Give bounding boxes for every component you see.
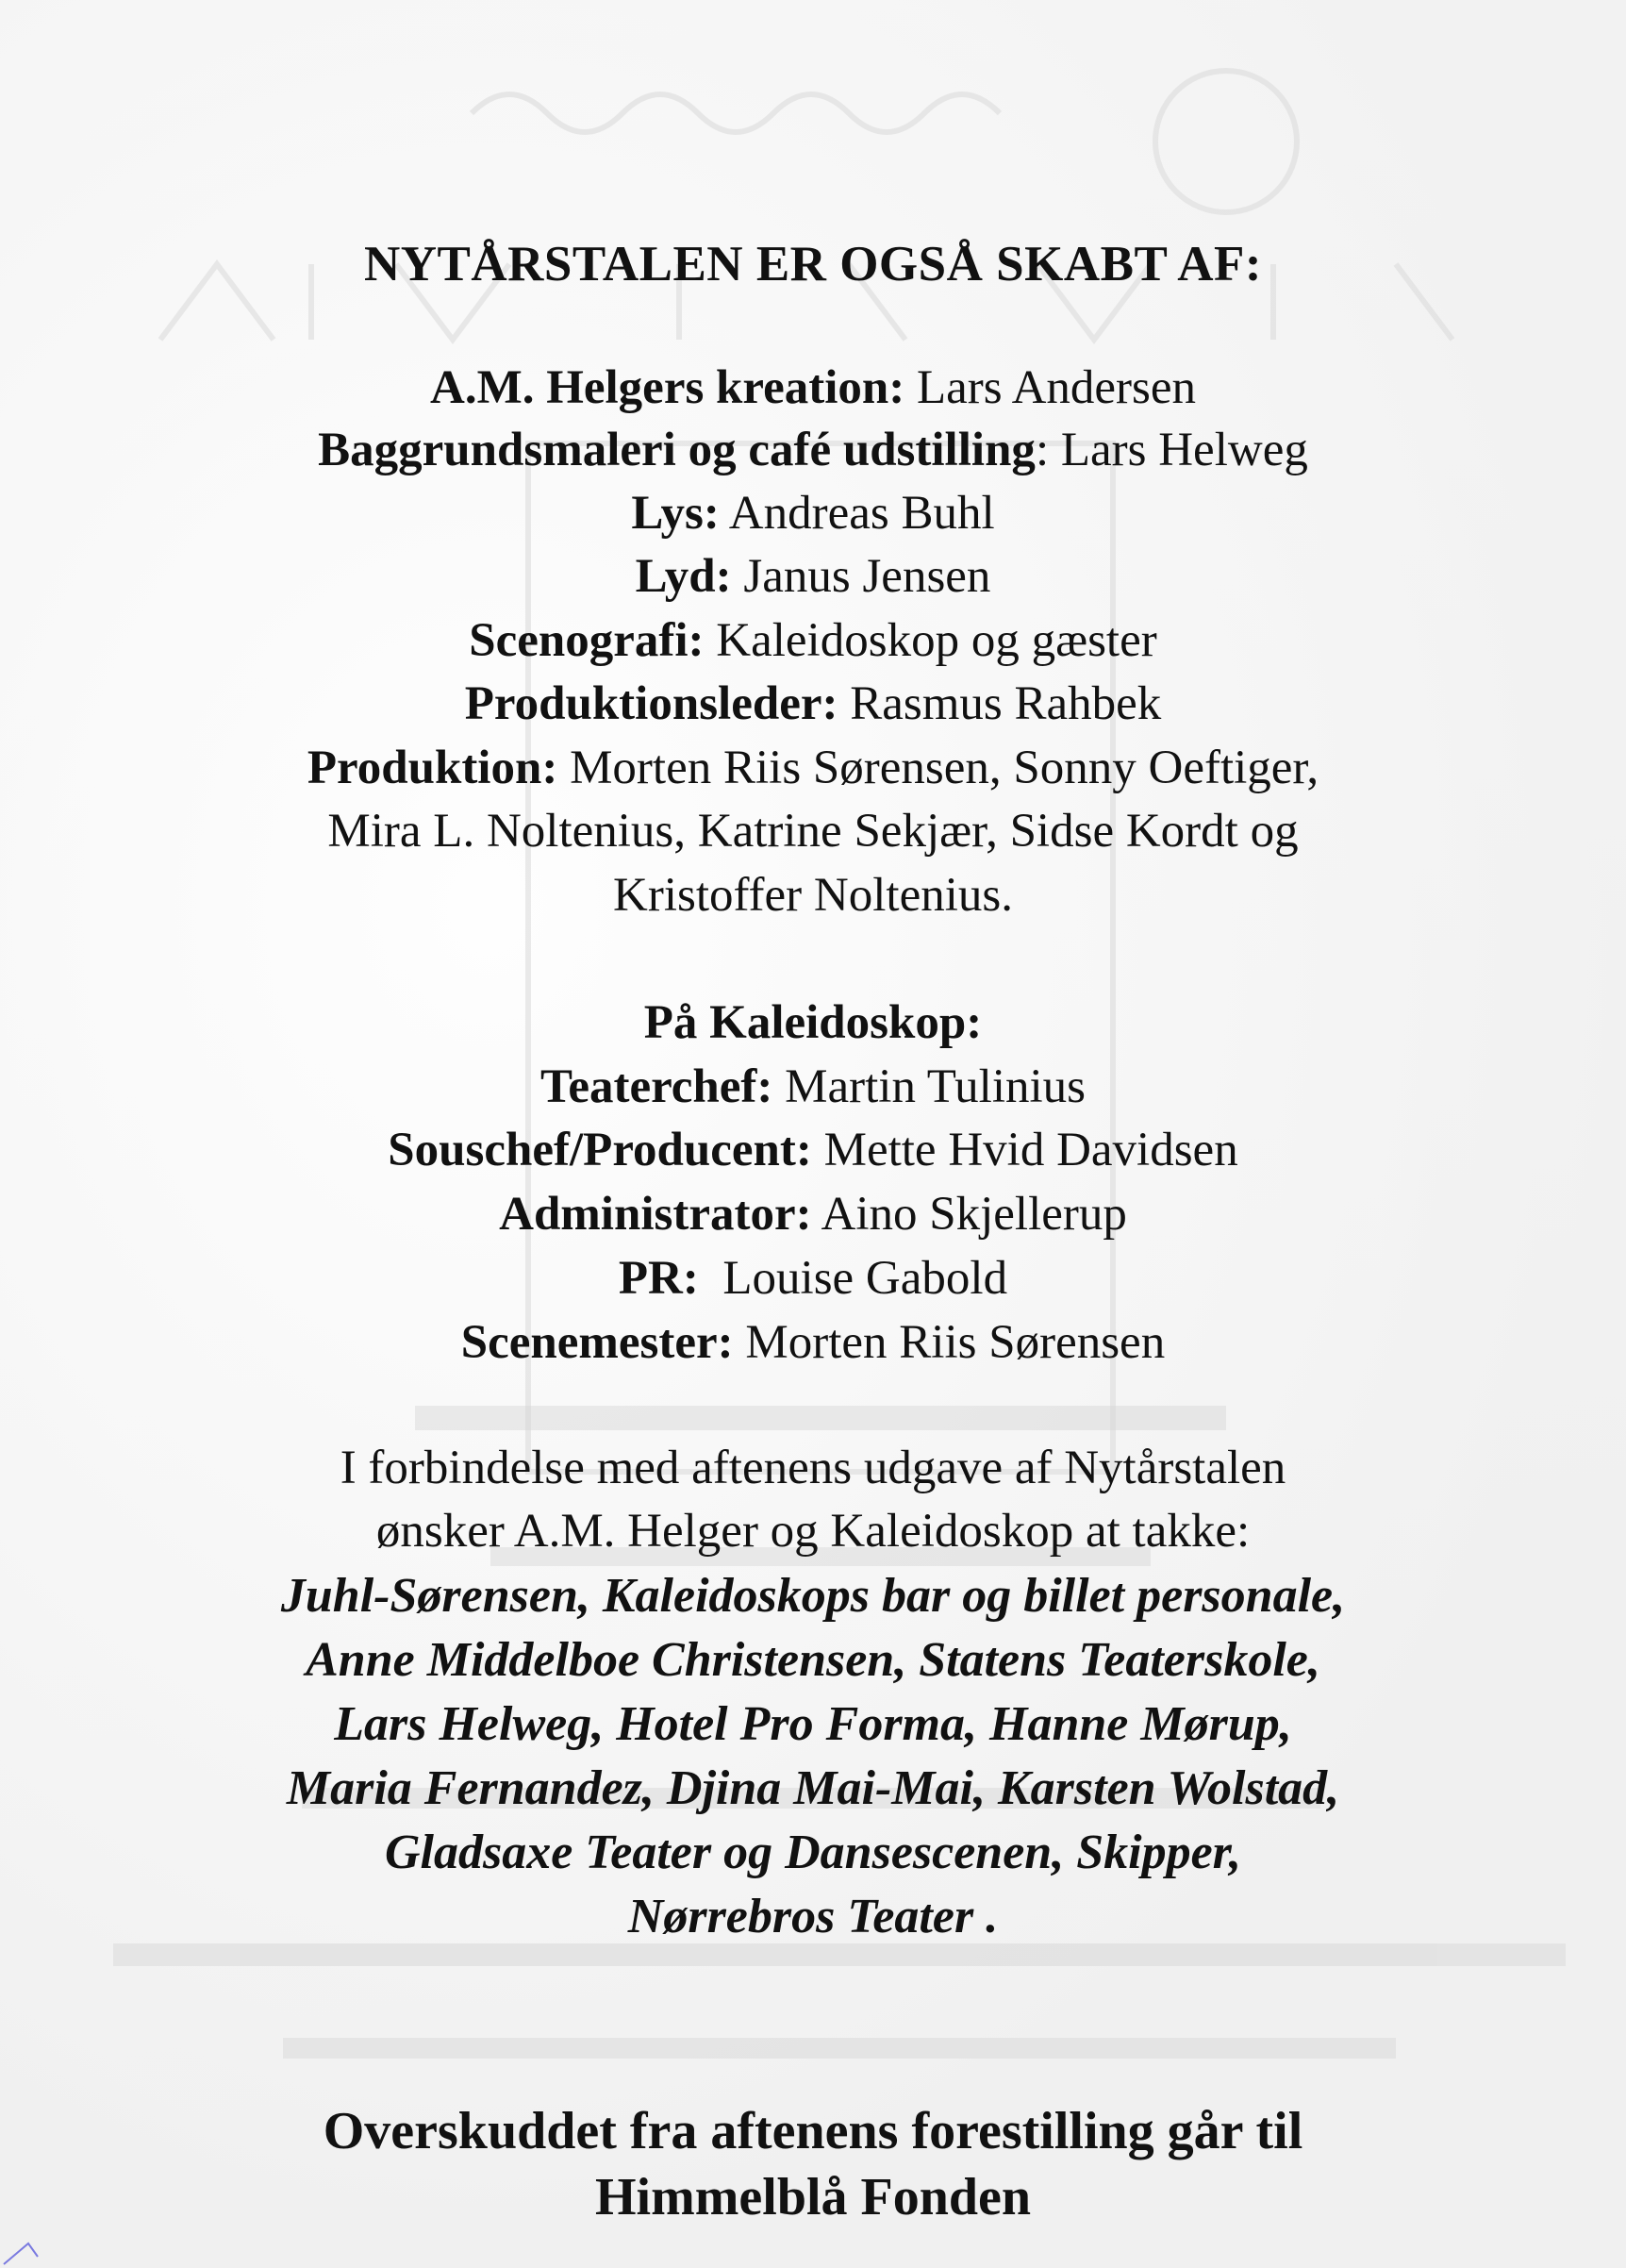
credit-line [0, 360, 1626, 415]
credit-role: Administrator: [499, 1188, 812, 1241]
credit-line [0, 676, 1626, 731]
credit-role: Baggrundsmaleri og café udstilling [318, 424, 1036, 476]
thanks-list-line: Anne Middelboe Christensen, Statens Teaterskole, [306, 1633, 1320, 1687]
thanks-list-line: Maria Fernandez, Djina Mai-Mai, Karsten Wolstad, [286, 1761, 1340, 1815]
credit-name: Aino Skjellerup [811, 1188, 1127, 1241]
production-continued-line: Kristoffer Noltenius. [613, 869, 1013, 922]
footer-line: Overskuddet fra aftenens forestilling går til [323, 2102, 1303, 2160]
credit-line [0, 1123, 1626, 1177]
credit-role: Scenografi: [469, 614, 705, 667]
credit-name: Mette Hvid Davidsen [811, 1124, 1238, 1176]
thanks-list-line: Nørrebros Teater . [627, 1890, 999, 1943]
credit-line [0, 1315, 1626, 1370]
credit-role: Produktion: [307, 742, 558, 794]
credit-line [0, 423, 1626, 477]
credit-role: Teaterchef: [539, 1060, 773, 1113]
credit-name: Rasmus Rahbek [838, 677, 1162, 730]
credit-name: Martin Tulinius [772, 1060, 1087, 1113]
credit-line [0, 1187, 1626, 1242]
credit-name: Kaleidoskop og gæster [704, 614, 1157, 667]
section-heading: På Kaleidoskop: [643, 996, 983, 1049]
credit-line [0, 549, 1626, 604]
thanks-list-line: Juhl-Sørensen, Kaleidoskops bar og billet personale, [280, 1569, 1346, 1623]
document-heading: NYTÅRSTALEN ER OGSÅ SKABT AF: [363, 237, 1262, 292]
credit-name: Janus Jensen [731, 550, 991, 603]
credit-line [0, 1251, 1626, 1306]
credit-name: : Lars Helweg [1035, 424, 1308, 476]
credit-role: A.M. Helgers kreation: [429, 361, 905, 414]
credit-name: Lars Andersen [904, 361, 1197, 414]
credit-name: Andreas Buhl [719, 487, 995, 540]
credit-name: Louise Gabold [698, 1252, 1008, 1305]
credit-line [0, 486, 1626, 541]
credit-line [0, 741, 1626, 795]
credit-role: Lys: [631, 487, 720, 540]
credit-role: Scenemester: [460, 1316, 734, 1369]
credit-role: Lyd: [635, 550, 732, 603]
credit-line [0, 1059, 1626, 1114]
credit-role: Souschef/Producent: [388, 1124, 812, 1176]
pen-mark-icon [0, 2236, 57, 2268]
credit-role: PR: [618, 1252, 699, 1305]
footer-line: Himmelblå Fonden [594, 2168, 1032, 2226]
production-continued-line: Mira L. Noltenius, Katrine Sekjær, Sidse Kordt og [327, 805, 1299, 858]
credit-line [0, 613, 1626, 668]
thanks-list-line: Lars Helweg, Hotel Pro Forma, Hanne Mørup, [334, 1697, 1292, 1751]
thanks-intro-line: I forbindelse med aftenens udgave af Nytårstalen [340, 1442, 1286, 1494]
credit-name: Morten Riis Sørensen, Sonny Oeftiger, [557, 742, 1319, 794]
credit-role: Produktionsleder: [464, 677, 838, 730]
credit-name: Morten Riis Sørensen [733, 1316, 1166, 1369]
thanks-list-line: Gladsaxe Teater og Dansescenen, Skipper, [384, 1826, 1242, 1879]
thanks-intro-line: ønsker A.M. Helger og Kaleidoskop at takke: [375, 1505, 1251, 1558]
